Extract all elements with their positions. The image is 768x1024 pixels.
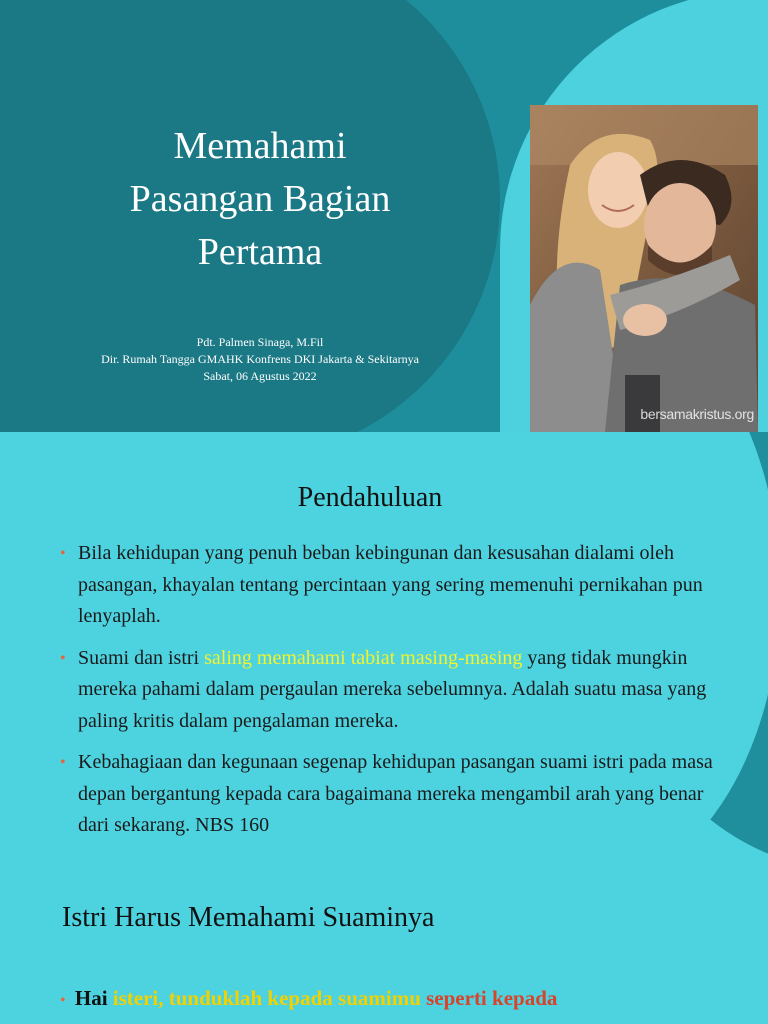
content-slide (0, 432, 768, 1024)
bullet-text-pre: Suami dan istri (78, 646, 205, 669)
bullet-dot-icon: • (60, 545, 66, 562)
presentation-date: Sabat, 06 Agustus 2022 (203, 369, 317, 383)
bullet-item (60, 643, 720, 738)
verse-word-hai: Hai (74, 986, 108, 1010)
bullet-item (60, 747, 720, 842)
couple-photo (530, 105, 758, 432)
title-line-1: Memahami (173, 125, 347, 167)
bullet-dot-icon: • (60, 754, 66, 771)
photo-watermark: bersamakristus.org (640, 406, 754, 422)
slide-title (40, 120, 480, 279)
bullet-list (60, 538, 720, 852)
title-line-2: Pasangan Bagian (129, 178, 391, 220)
bullet-text: Bila kehidupan yang penuh beban kebingunan dan kesusahan dialami oleh pasangan, khayalan tentang percintaan yang sering memenuhi pernikahan pun lenyaplah. (78, 542, 703, 627)
bullet-dot-icon: • (60, 992, 66, 1009)
slide-subtitle (30, 334, 490, 385)
title-line-3: Pertama (197, 231, 323, 273)
bullet-dot-icon: • (60, 649, 66, 667)
bullet-text-post: yang tidak mungkin mereka pahami dalam pergaulan mereka sebelumnya. Adalah suatu masa yang paling kritis dalam pengalaman mereka. (78, 646, 707, 732)
bullet-text: Kebahagiaan dan kegunaan segenap kehidupan pasangan suami istri pada masa depan bergantung kepada cara bagaimana mereka mengambil arah yang benar dari sekarang. NBS 160 (78, 751, 713, 836)
verse-highlight-yellow: isteri, tunduklah kepada suamimu (112, 986, 421, 1010)
section-heading: Pendahuluan (297, 482, 443, 513)
verse-bullet (60, 986, 557, 1011)
section-heading-2: Istri Harus Memahami Suaminya (62, 902, 435, 933)
bullet-highlight: saling memahami tabiat masing-masing (204, 646, 523, 669)
bullet-item (60, 538, 720, 633)
author-role: Dir. Rumah Tangga GMAHK Konfrens DKI Jakarta & Sekitarnya (101, 352, 419, 366)
author-name: Pdt. Palmen Sinaga, M.Fil (196, 335, 324, 349)
verse-highlight-red: seperti kepada (426, 986, 558, 1010)
title-slide (0, 0, 768, 432)
